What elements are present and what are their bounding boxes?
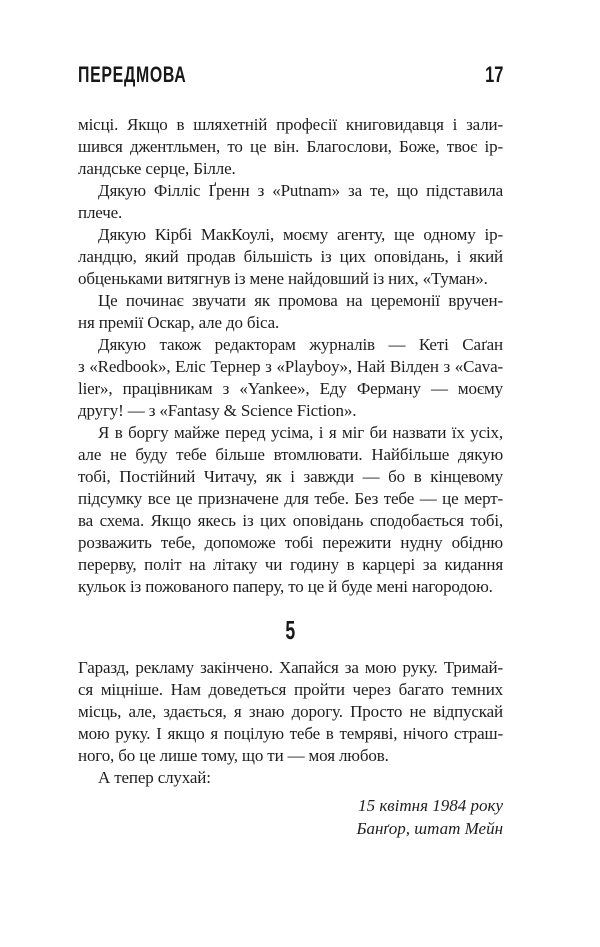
text-line: плече. <box>78 203 123 222</box>
text-line: lier», працівникам з «Yankee», Еду Ферману — моєму <box>78 379 503 398</box>
text-line: ня премії Оскар, але до біса. <box>78 313 280 332</box>
text-line: ся міцніше. Нам доведеться пройти через багато темних <box>78 680 503 699</box>
text-line: ландське серце, Білле. <box>78 159 236 178</box>
text-line: ного, бо це лише тому, що ти — моя любов. <box>78 746 389 765</box>
paragraph <box>78 290 503 334</box>
section-heading <box>78 617 503 644</box>
section-number: 5 <box>285 615 296 645</box>
text-line: ландцю, який продав більшість із цих оповідань, і який <box>78 247 503 266</box>
text-line: Гаразд, рекламу закінчено. Хапайся за мою руку. Тримай- <box>78 658 503 677</box>
paragraph <box>78 180 503 224</box>
text-line: місці. Якщо в шляхетній професії книговидавця і зали- <box>78 115 503 134</box>
preface-body-lower <box>78 657 503 789</box>
paragraph <box>78 224 503 290</box>
signoff-place: Банґор, штат Мейн <box>356 819 503 838</box>
text-line: шився джентльмен, то це він. Благослови, Боже, твоє ір- <box>78 137 503 156</box>
running-header-row <box>78 62 503 88</box>
paragraph <box>78 767 503 789</box>
text-line: підсумку все це призначене для тебе. Без тебе — це мерт- <box>78 489 503 508</box>
text-line: місць, але, здається, я знаю дорогу. Просто не відпускай <box>78 702 503 721</box>
paragraph <box>78 334 503 422</box>
running-header: ПЕРЕДМОВА <box>78 62 187 87</box>
text-line: обценьками витягнув із мене найдовший із них, «Туман». <box>78 269 488 288</box>
paragraph <box>78 422 503 598</box>
paragraph <box>78 114 503 180</box>
text-line: Дякую Філліс Ґренн з «Putnam» за те, що підставила <box>98 181 503 200</box>
text-line: перерву, політ на літаку чи годину в карцері за кидання <box>78 555 503 574</box>
page-number: 17 <box>484 62 503 87</box>
text-line: розважить тебе, допоможе тобі пережити нудну обідню <box>78 533 503 552</box>
paragraph <box>78 657 503 767</box>
text-line: тобі, Постійний Читачу, як і завжди — бо в кінцевому <box>78 467 503 486</box>
signoff-block <box>78 794 503 840</box>
text-line: другу! — з «Fantasy & Science Fiction». <box>78 401 357 420</box>
text-line: Дякую також редакторам журналів — Кеті Саґан <box>98 335 503 354</box>
text-line: Це починає звучати як промова на церемонії вручен- <box>98 291 503 310</box>
signoff-date: 15 квітня 1984 року <box>358 796 503 815</box>
text-line: Я в боргу майже перед усіма, і я міг би назвати їх усіх, <box>98 423 503 442</box>
text-line: але не буду тебе більше втомлювати. Найбільше дякую <box>78 445 503 464</box>
preface-body-upper <box>78 114 503 598</box>
text-line: з «Redbook», Еліс Тернер з «Playboy», Най Вілден з «Cava- <box>78 357 503 376</box>
text-line: мою руку. І якщо я поцілую тебе в темряві, нічого страш- <box>78 724 503 743</box>
text-line: ва схема. Якщо якесь із цих оповідань сподобається тобі, <box>78 511 503 530</box>
text-line: Дякую Кірбі МакКоулі, моєму агенту, ще одному ір- <box>98 225 503 244</box>
text-line: кульок із пожованого паперу, то це й буде мені нагородою. <box>78 577 493 596</box>
text-line: А тепер слухай: <box>98 768 211 787</box>
